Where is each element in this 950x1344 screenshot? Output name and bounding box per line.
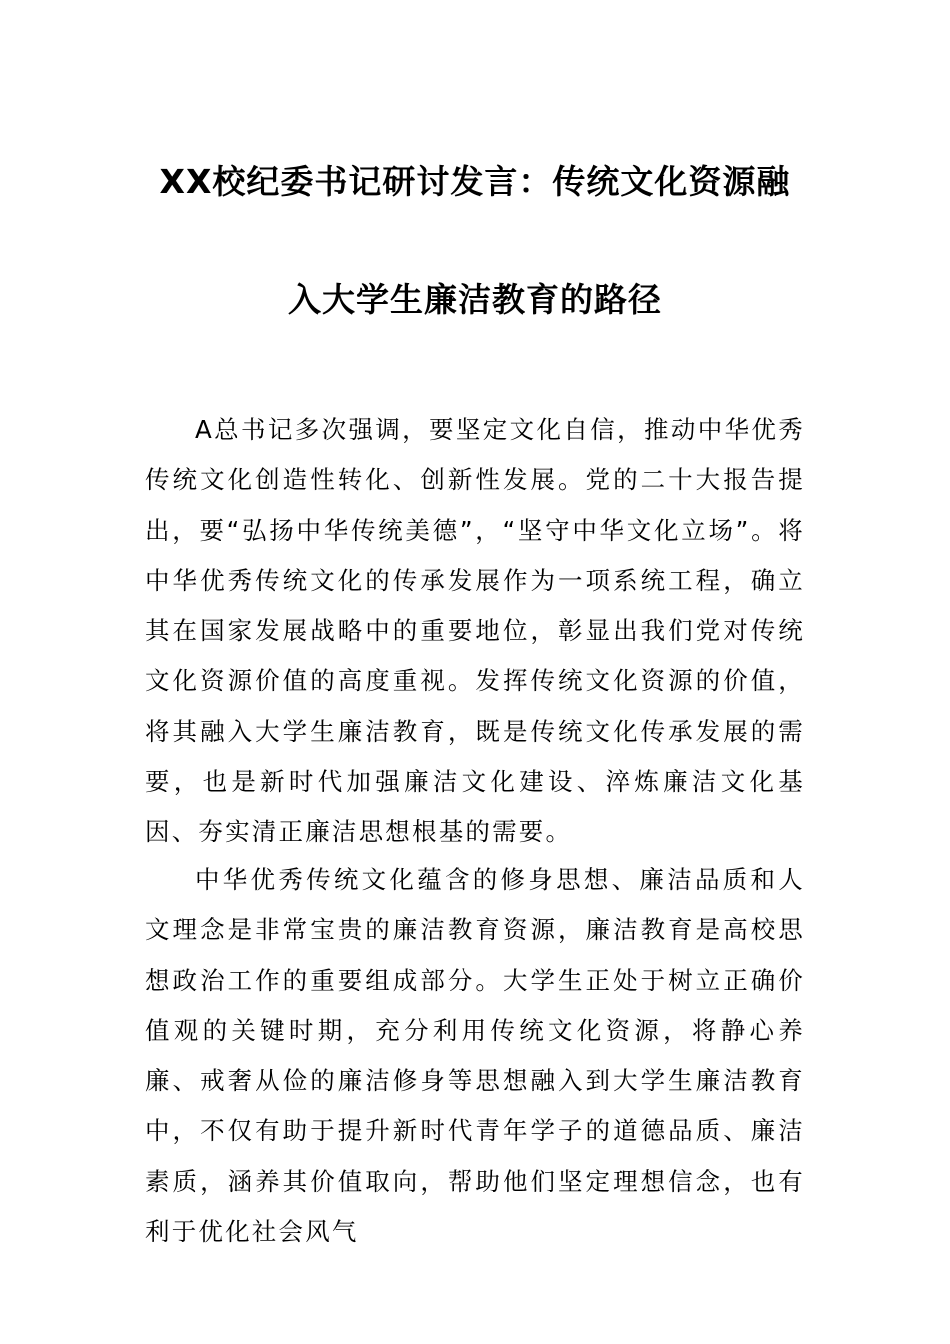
body-paragraph-2: 中华优秀传统文化蕴含的修身思想、廉洁品质和人文理念是非常宝贵的廉洁教育资源，廉洁教育是高校思想政治工作的重要组成部分。大学生正处于树立正确价值观的关键时期，充分利用传统文化资源，将静心养廉、戒奢从俭的廉洁修身等思想融入到大学生廉洁教育中，不仅有助于提升新时代青年学子的道德品质、廉洁素质，涵养其价值取向，帮助他们坚定理想信念，也有利于优化社会风气 (145, 865, 805, 1247)
document-title-line-2: 入大学生廉洁教育的路径 (288, 280, 662, 319)
document-title-line-1: XX校纪委书记研讨发言：传统文化资源融 (159, 162, 791, 201)
body-paragraph-1: A总书记多次强调，要坚定文化自信，推动中华优秀传统文化创造性转化、创新性发展。党的二十大报告提出，要“弘扬中华传统美德”，“坚守中华文化立场”。将中华优秀传统文化的传承发展作为一项系统工程，确立其在国家发展战略中的重要地位，彰显出我们党对传统文化资源价值的高度重视。发挥传统文化资源的价值，将其融入大学生廉洁教育，既是传统文化传承发展的需要，也是新时代加强廉洁文化建设、淬炼廉洁文化基因、夯实清正廉洁思想根基的需要。 (145, 415, 805, 847)
